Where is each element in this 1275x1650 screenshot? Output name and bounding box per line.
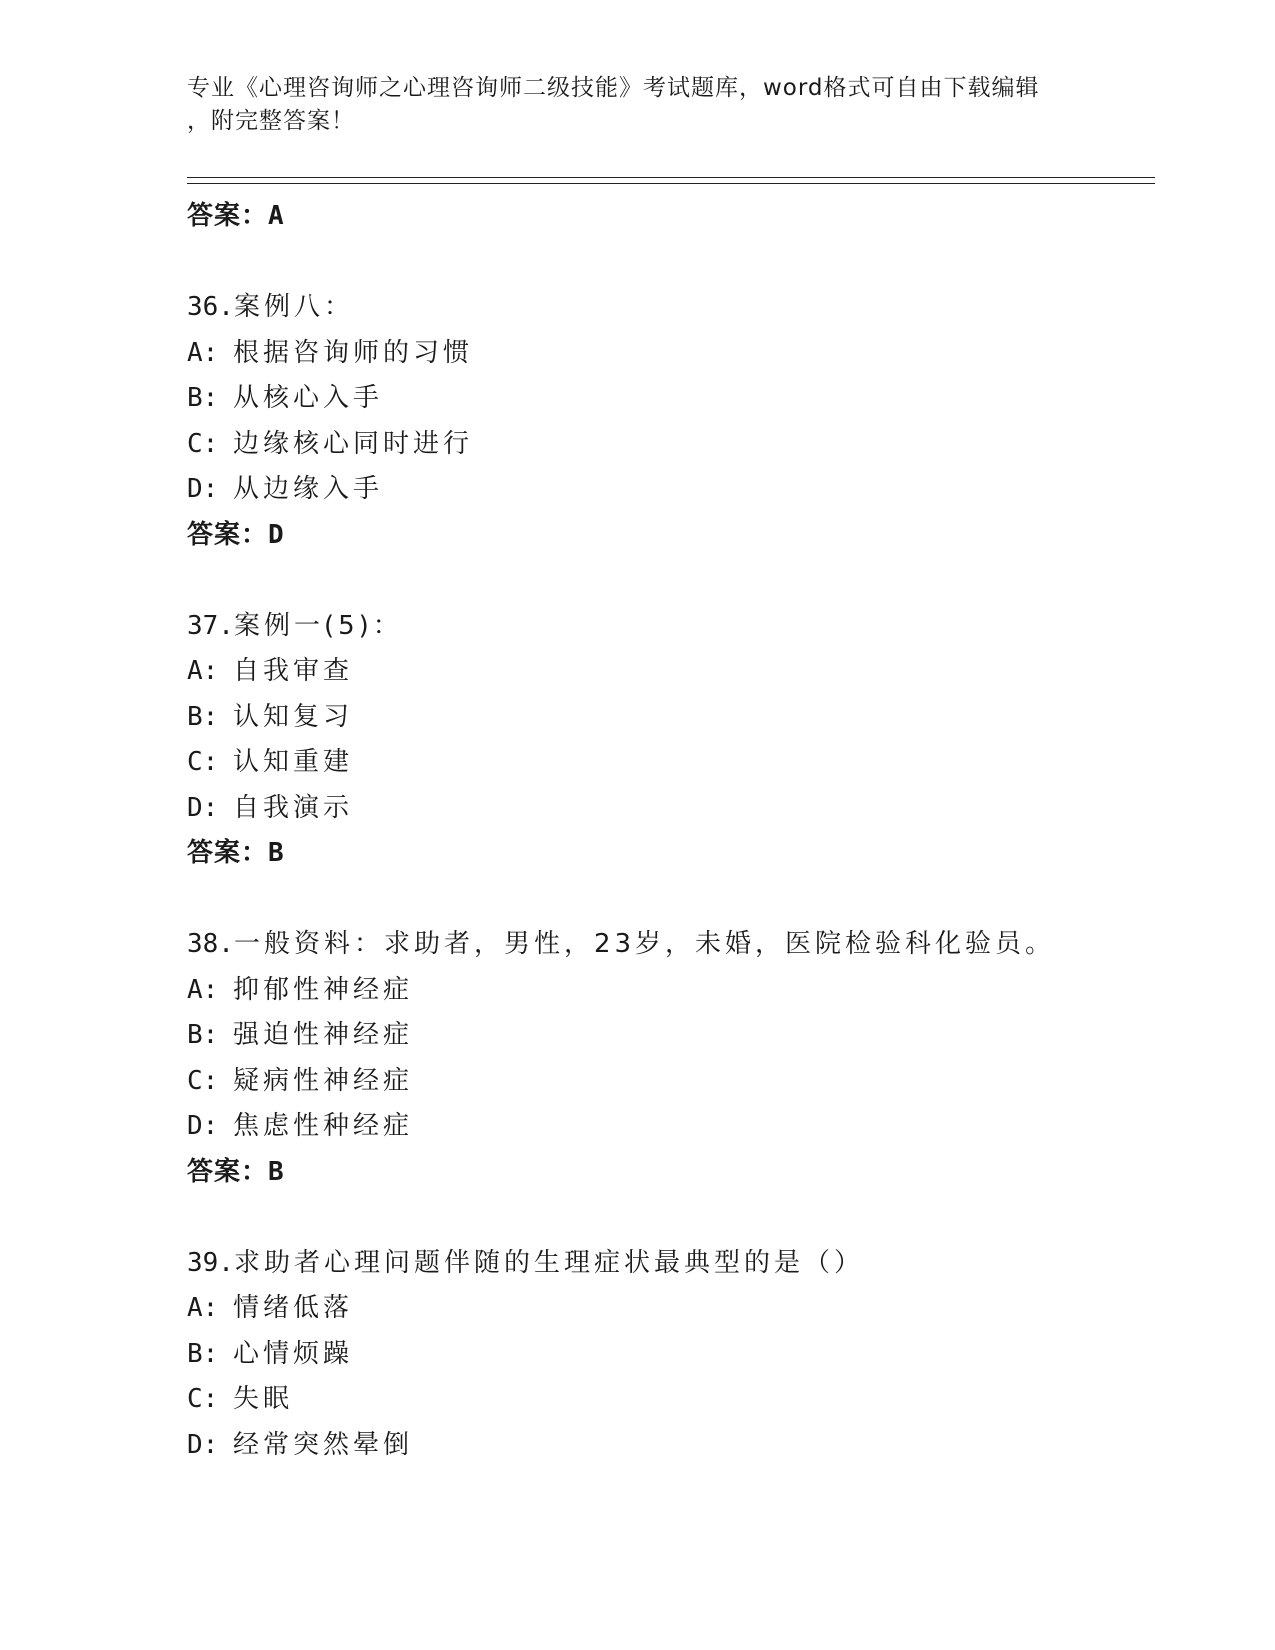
spacer [187,875,1167,922]
question-text: 求助者心理问题伴随的生理症状最典型的是（） [233,1247,864,1278]
spacer [187,1194,1167,1241]
option-key: C: [187,1384,219,1414]
answer-label: 答案： [187,1156,269,1187]
option-text: 从核心入手 [233,383,384,413]
option-key: A: [187,1293,219,1323]
option-key: B: [187,1020,219,1050]
option-a [187,968,1167,1014]
answer-line [187,831,1167,875]
header-line-2: ，附完整答案！ [187,108,355,134]
question-stem [187,922,1167,968]
question-number: 39. [187,1247,234,1278]
option-key: B: [187,701,219,732]
option-text: 疑病性神经症 [233,1065,414,1096]
option-text: 失眠 [233,1384,294,1414]
option-key: A: [187,337,219,368]
option-b [187,376,1167,422]
option-a [187,331,1167,377]
spacer [187,557,1167,604]
option-text: 强迫性神经症 [233,1020,414,1050]
option-a [187,649,1167,695]
question-block [187,285,1167,557]
answer-line [187,1150,1167,1194]
option-key: C: [187,1065,219,1096]
question-number: 36. [187,292,234,322]
option-text: 根据咨询师的习惯 [233,337,474,368]
option-d [187,1423,1167,1469]
option-text: 从边缘入手 [233,474,384,504]
header-divider-top [187,177,1155,178]
option-key: D: [187,792,219,823]
answer-value: B [268,1156,285,1187]
option-c [187,740,1167,786]
option-d [187,786,1167,832]
option-text: 自我审查 [233,656,354,686]
question-text: 案例一(5)： [233,610,403,641]
option-key: D: [187,1111,219,1141]
header-divider-bottom [187,183,1155,184]
option-key: A: [187,974,219,1005]
question-stem [187,285,1167,331]
option-d [187,1104,1167,1150]
document-header [187,72,1067,138]
option-key: A: [187,656,219,686]
option-text: 情绪低落 [233,1293,354,1323]
option-text: 心情烦躁 [233,1338,354,1369]
answer-value: D [268,519,285,550]
option-b [187,1332,1167,1378]
option-key: B: [187,383,219,413]
answer-value: A [268,201,285,231]
spacer [187,238,1167,285]
option-text: 认知重建 [233,747,354,777]
option-a [187,1286,1167,1332]
option-text: 经常突然晕倒 [233,1429,414,1460]
option-key: D: [187,1429,219,1460]
option-text: 认知复习 [233,701,354,732]
question-block [187,922,1167,1194]
question-list [187,194,1167,1468]
answer-value: B [268,838,285,868]
option-text: 焦虑性种经症 [233,1111,414,1141]
question-stem [187,604,1167,650]
option-c [187,1059,1167,1105]
option-b [187,695,1167,741]
option-b [187,1013,1167,1059]
option-key: B: [187,1338,219,1369]
question-number: 37. [187,610,234,641]
header-line-1: 专业《心理咨询师之心理咨询师二级技能》考试题库，word格式可自由下载编辑 [187,75,1040,101]
answer-line [187,513,1167,557]
option-d [187,467,1167,513]
answer-label: 答案： [187,201,269,231]
question-block [187,604,1167,876]
question-number: 38. [187,929,234,959]
question-stem [187,1241,1167,1287]
answer-line [187,194,1167,238]
option-key: D: [187,474,219,504]
option-key: C: [187,428,219,459]
answer-label: 答案： [187,838,269,868]
question-text: 一般资料：求助者，男性，23岁，未婚，医院检验科化验员。 [233,929,1056,959]
option-key: C: [187,747,219,777]
option-text: 边缘核心同时进行 [233,428,474,459]
option-text: 自我演示 [233,792,354,823]
answer-label: 答案： [187,519,269,550]
option-c [187,1377,1167,1423]
question-text: 案例八： [233,292,354,322]
question-block [187,1241,1167,1469]
option-text: 抑郁性神经症 [233,974,414,1005]
option-c [187,422,1167,468]
